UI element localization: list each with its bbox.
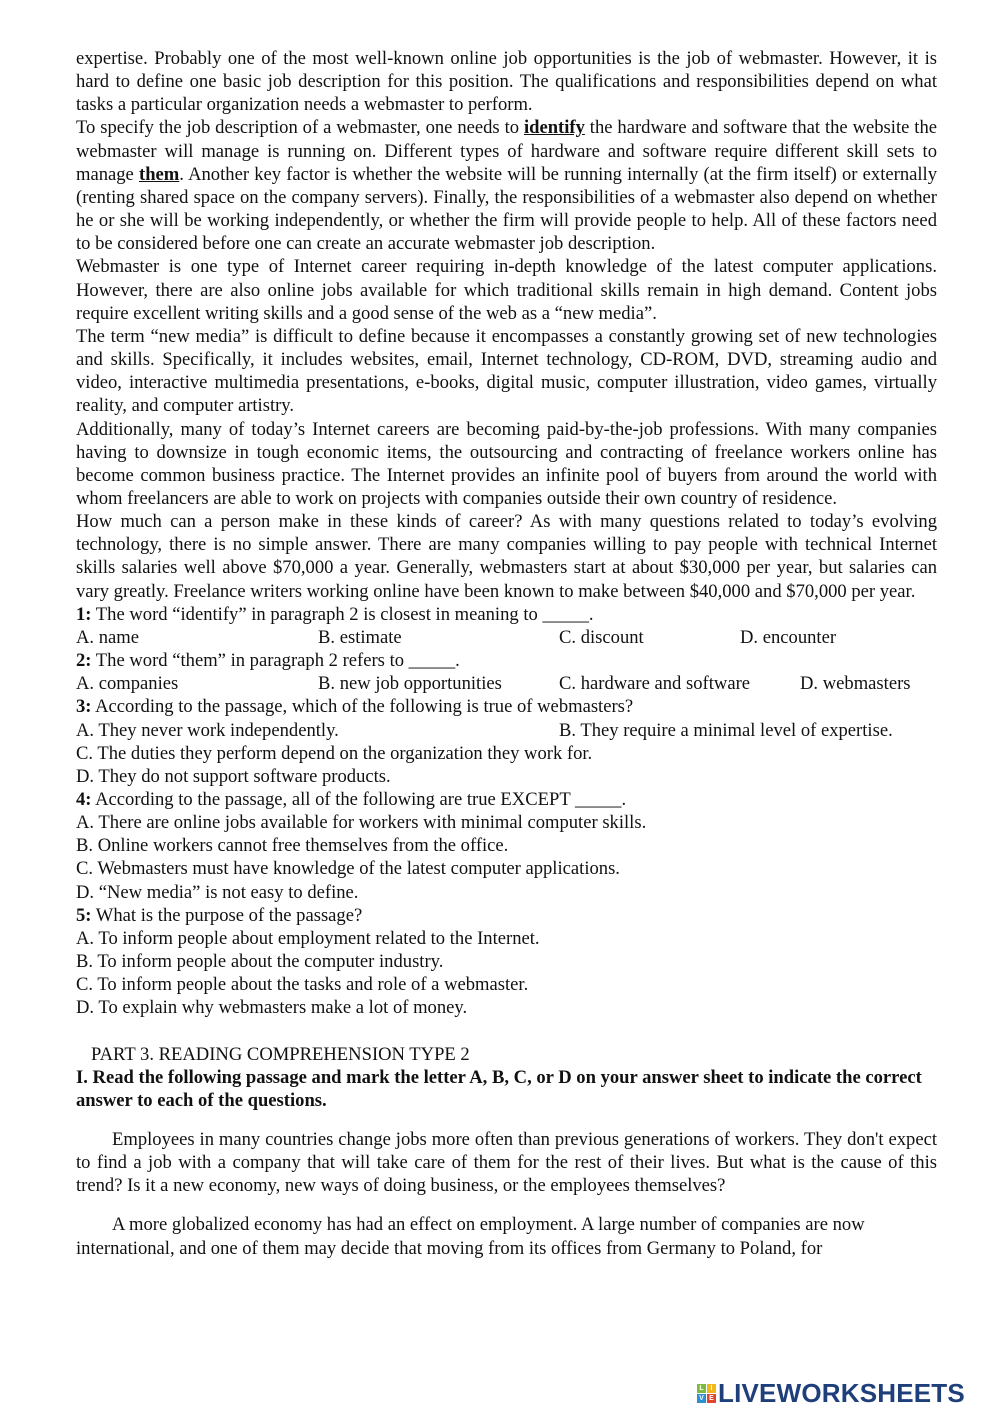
option-b[interactable]: B. estimate: [318, 626, 402, 648]
logo-icon: [697, 1384, 716, 1403]
option-d[interactable]: D. encounter: [740, 626, 837, 648]
logo-text: LIVEWORKSHEETS: [718, 1378, 965, 1408]
paragraph-2: [76, 116, 937, 255]
paragraph-4: The term “new media” is difficult to define because it encompasses a constantly growing set of new technologies and skills. Specifically, it includes websites, email, Internet technology, CD-ROM, DVD, streaming audio and video, interactive multimedia presentations, e-books, digital music, computer illustration, video games, virtually reality, and computer artistry.: [76, 325, 937, 417]
option-c[interactable]: C. discount: [559, 626, 644, 648]
worksheet-page: [76, 47, 937, 1260]
logo-letter: E: [707, 1394, 716, 1403]
paragraph-5: Additionally, many of today’s Internet careers are becoming paid-by-the-job professions. With many companies having to downsize in tough economic items, the outsourcing and contracting of freelance workers online has become common business practice. The Internet provides an infinite pool of buyers from around the world with whom freelancers are able to work on projects with companies outside their own country of residence.: [76, 418, 937, 509]
question-number: 3:: [76, 696, 92, 718]
logo-letter: L: [697, 1384, 706, 1393]
paragraph-6: How much can a person make in these kinds of career? As with many questions related to today’s evolving technology, there is no simple answer. There are many companies willing to pay people with technical Internet skills salaries well above $70,000 a year. Generally, webmasters start at about $30,000 per year, but salaries can vary greatly. Freelance writers working online have been known to make between $40,000 and $70,000 per year.: [76, 511, 937, 602]
paragraph-3: Webmaster is one type of Internet career requiring in-depth knowledge of the latest computer applications. However, there are also online jobs available for which traditional skills remain in high demand. Content jobs require excellent writing skills and a good sense of the web as a “new media”.: [76, 256, 937, 324]
option-d[interactable]: D. “New media” is not easy to define.: [76, 881, 359, 903]
part3-paragraph-2: A more globalized economy has had an effect on employment. A large number of companies are now international, and one of them may decide that moving from its offices from Germany to Poland, for: [76, 1214, 865, 1259]
text: To specify the job description of a webmaster, one needs to: [76, 117, 524, 139]
question-5: [76, 904, 937, 1020]
option-b[interactable]: B. new job opportunities: [318, 673, 502, 695]
liveworksheets-logo: [697, 1378, 965, 1409]
question-text: According to the passage, which of the following is true of webmasters?: [91, 696, 634, 718]
option-c[interactable]: C. The duties they perform depend on the organization they work for.: [76, 742, 593, 764]
option-c[interactable]: C. Webmasters must have knowledge of the latest computer applications.: [76, 858, 620, 880]
option-b[interactable]: B. Online workers cannot free themselves from the office.: [76, 835, 509, 857]
option-d[interactable]: D. To explain why webmasters make a lot of money.: [76, 997, 468, 1019]
keyword-them: them: [139, 163, 180, 185]
question-text: What is the purpose of the passage?: [91, 904, 363, 926]
question-number: 2:: [76, 650, 92, 672]
option-b[interactable]: B. They require a minimal level of expertise.: [559, 719, 893, 741]
question-2: [76, 649, 937, 695]
option-a[interactable]: A. name: [76, 626, 139, 648]
option-d[interactable]: D. They do not support software products.: [76, 765, 391, 787]
logo-letter: V: [697, 1394, 706, 1403]
question-number: 4:: [76, 788, 92, 810]
option-c[interactable]: C. hardware and software: [559, 673, 751, 695]
option-c[interactable]: C. To inform people about the tasks and role of a webmaster.: [76, 974, 529, 996]
question-4: [76, 788, 937, 904]
option-a[interactable]: A. companies: [76, 673, 179, 695]
option-a[interactable]: A. They never work independently.: [76, 719, 339, 741]
text: the hardware and software that the website the webmaster will manage is running on. Different types of hardware and software require different skill sets to manage: [76, 117, 937, 185]
question-number: 5:: [76, 904, 92, 926]
option-d[interactable]: D. webmasters: [800, 673, 911, 695]
paragraph-1: expertise. Probably one of the most well-known online job opportunities is the job of webmaster. However, it is hard to define one basic job description for this position. The qualifications and responsibilities depend on what tasks a particular organization needs a webmaster to perform.: [76, 48, 937, 116]
text: . Another key factor is whether the website will be running internally (at the firm itself) or externally (renting shared space on the company servers). Finally, the responsibilities of a webmaster also depend on whether he or she will be working independently, or whether the firm will provide people to help. All of these factors need to be considered before one can create an accurate webmaster job description.: [76, 163, 937, 255]
option-b[interactable]: B. To inform people about the computer industry.: [76, 951, 444, 973]
keyword-identify: identify: [523, 117, 585, 139]
question-1: [76, 603, 937, 649]
option-a[interactable]: A. There are online jobs available for workers with minimal computer skills.: [76, 812, 647, 834]
part-heading: PART 3. READING COMPREHENSION TYPE 2: [91, 1043, 470, 1065]
question-text: According to the passage, all of the following are true EXCEPT _____.: [91, 788, 627, 810]
option-a[interactable]: A. To inform people about employment related to the Internet.: [76, 927, 540, 949]
instruction: I. Read the following passage and mark the letter A, B, C, or D on your answer sheet to indicate the correct answer to each of the questions.: [76, 1066, 922, 1111]
logo-letter: I: [707, 1384, 716, 1393]
question-3: [76, 695, 937, 788]
question-number: 1:: [76, 603, 92, 625]
question-text: The word “them” in paragraph 2 refers to _____.: [91, 650, 460, 672]
part3-paragraph-1: Employees in many countries change jobs more often than previous generations of workers. They don't expect to find a job with a company that will take care of them for the rest of their lives. But what is the cause of this trend? Is it a new economy, new ways of doing business, or the employees themselves?: [76, 1128, 937, 1197]
question-text: The word “identify” in paragraph 2 is closest in meaning to _____.: [91, 603, 594, 625]
